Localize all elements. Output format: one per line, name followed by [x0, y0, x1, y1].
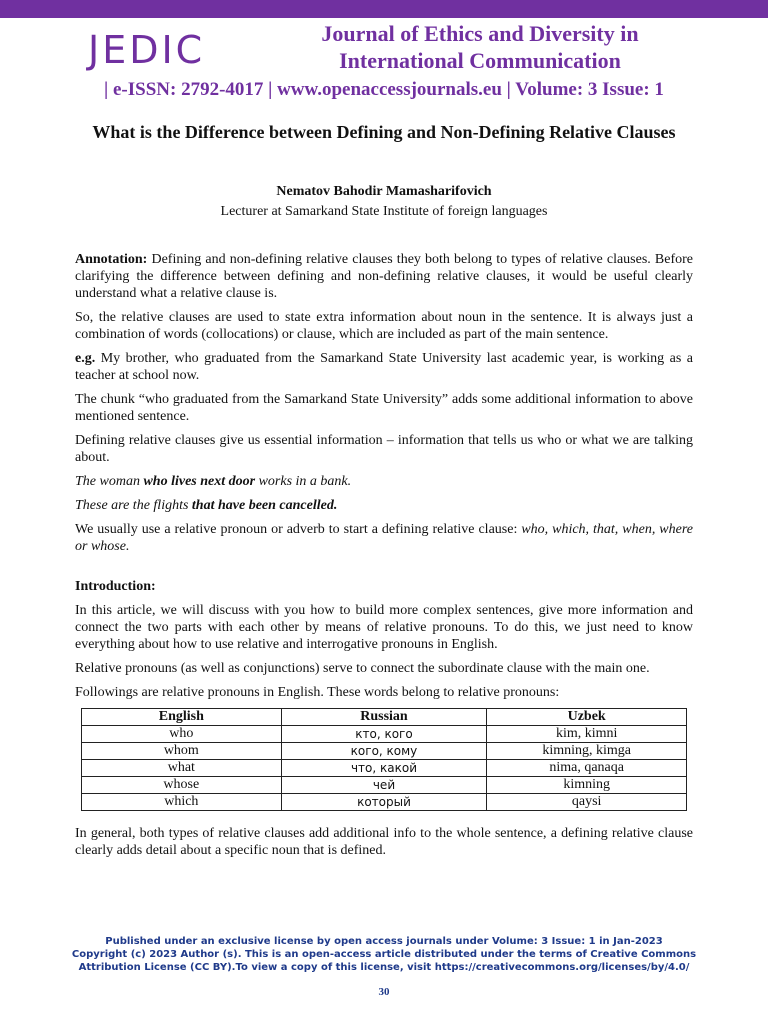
- header-english: English: [82, 709, 282, 726]
- paragraph-chunk: The chunk “who graduated from the Samarkand State University” adds some additional information to above mentioned sentence.: [75, 392, 693, 424]
- cell-english: what: [82, 760, 282, 777]
- cell-english: who: [82, 726, 282, 743]
- header-russian: Russian: [281, 709, 487, 726]
- article-body: [75, 251, 693, 866]
- page-number: 30: [378, 986, 390, 998]
- issn-line: | e-ISSN: 2792-4017 | www.openaccessjournals.eu | Volume: 3 Issue: 1: [104, 79, 664, 100]
- journal-title: Journal of Ethics and Diversity in International Communication: [321, 21, 639, 73]
- paragraph-defining: Defining relative clauses give us essential information – information that tells us who or what we are talking about.: [75, 433, 693, 465]
- cell-russian: кого, кому: [281, 743, 487, 760]
- introduction-heading: Introduction:: [75, 579, 156, 594]
- footer-line-3: Attribution License (CC BY).To view a copy of this license, visit https://creativecommons.org/licenses/by/4.0/: [78, 962, 690, 973]
- cell-english: whose: [82, 777, 282, 794]
- cell-russian: что, какой: [281, 760, 487, 777]
- cell-uzbek: qaysi: [487, 794, 687, 811]
- ex1-part-b: who lives next door: [143, 474, 256, 489]
- cell-russian: чей: [281, 777, 487, 794]
- header-uzbek: Uzbek: [487, 709, 687, 726]
- example-paragraph: [75, 350, 693, 384]
- ex1-part-a: The woman: [75, 474, 144, 489]
- closing-paragraph: In general, both types of relative clauses add additional info to the whole sentence, a defining relative clause clearly adds detail about a specific noun that is defined.: [75, 826, 693, 858]
- intro-paragraph-1: In this article, we will discuss with you how to build more complex sentences, give more information and connect the two parts with each other by means of relative pronouns. To do this, we just need to know everything about how to use relative and interrogative pronouns in English.: [75, 603, 693, 652]
- intro-paragraph-2: Relative pronouns (as well as conjunctions) serve to connect the subordinate clause with the main one.: [75, 661, 650, 676]
- p4-text: We usually use a relative pronoun or adverb to start a defining relative clause:: [75, 522, 522, 537]
- ex2-part-a: These are the flights: [75, 498, 192, 513]
- annotation-paragraph: [75, 251, 693, 302]
- paragraph-relative-clauses: So, the relative clauses are used to state extra information about noun in the sentence. It is always just a combination of words (collocations) or clause, which are included as part of the main sentence.: [75, 310, 693, 342]
- author-affiliation: Lecturer at Samarkand State Institute of foreign languages: [220, 204, 548, 219]
- table-row: [82, 726, 687, 743]
- annotation-label: Annotation:: [75, 252, 148, 267]
- cell-russian: кто, кого: [281, 726, 487, 743]
- table-row: [82, 794, 687, 811]
- cell-english: whom: [82, 743, 282, 760]
- cell-uzbek: kimning, kimga: [487, 743, 687, 760]
- intro-paragraph-3: Followings are relative pronouns in English. These words belong to relative pronouns:: [75, 685, 560, 700]
- footer-line-1: Published under an exclusive license by open access journals under Volume: 3 Issue: 1 in Jan-2023: [105, 936, 663, 947]
- example-label: e.g.: [75, 351, 96, 366]
- example-sentence-2: [75, 497, 693, 514]
- cell-uzbek: nima, qanaqa: [487, 760, 687, 777]
- cell-uzbek: kim, kimni: [487, 726, 687, 743]
- license-footer: [60, 935, 708, 974]
- cell-uzbek: kimning: [487, 777, 687, 794]
- ex1-part-c: works in a bank.: [255, 474, 352, 489]
- table-row: [82, 777, 687, 794]
- footer-line-2: Copyright (c) 2023 Author (s). This is an open-access article distributed under the terms of Creative Commons: [71, 949, 697, 960]
- paragraph-pronoun-usage: [75, 521, 693, 555]
- author-name: Nematov Bahodir Mamasharifovich: [276, 184, 492, 199]
- cell-english: which: [82, 794, 282, 811]
- annotation-text: Defining and non-defining relative clauses they both belong to types of relative clauses. Before clarifying the difference between defining and non-defining relative clauses, it would be useful clearly understand what a relative clause is.: [75, 252, 693, 301]
- cell-russian: который: [281, 794, 487, 811]
- table-header-row: [82, 709, 687, 726]
- article-title: What is the Difference between Defining and Non-Defining Relative Clauses: [92, 122, 676, 142]
- table-row: [82, 760, 687, 777]
- example-sentence-1: [75, 473, 693, 490]
- table-row: [82, 743, 687, 760]
- ex2-part-b: that have been cancelled.: [191, 498, 338, 513]
- example-text: My brother, who graduated from the Samarkand State University last academic year, is working as a teacher at school now.: [75, 351, 693, 383]
- journal-logo: JEDIC: [88, 28, 206, 72]
- relative-pronouns-table: [81, 708, 687, 811]
- top-color-bar: [0, 0, 768, 18]
- p4-pronoun-list: who, which, that, when, where or whose.: [75, 522, 693, 554]
